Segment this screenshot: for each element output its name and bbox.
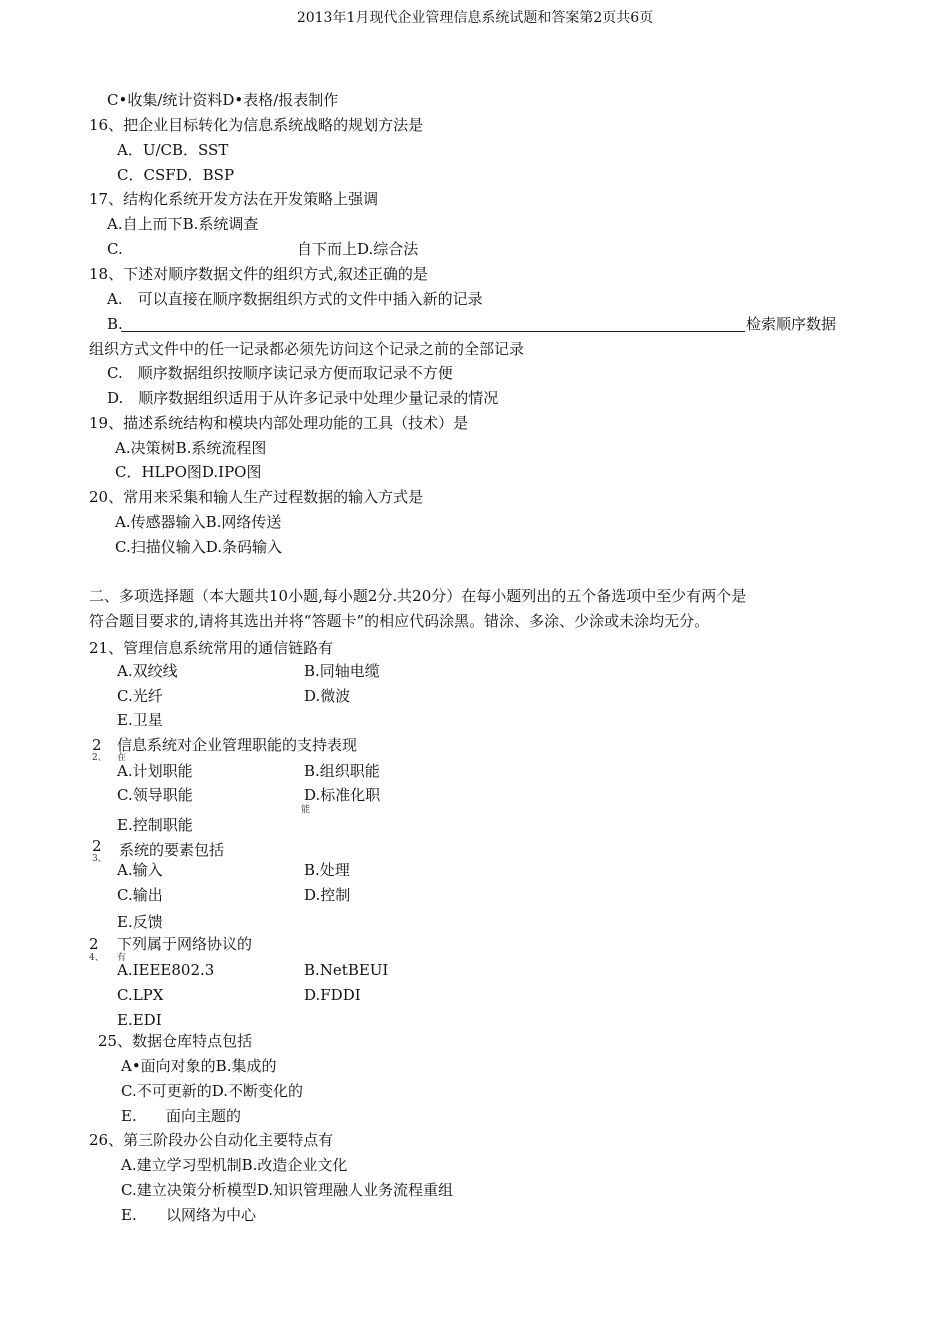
q24-number: 2 [89,935,99,953]
q26-option-e: 以网络为中心 [166,1206,257,1224]
q26-options-ab: A.建立学习型机制B.改造企业文化 [121,1156,348,1174]
q18-option-c: C. 顺序数据组织按顺序读记录方便而取记录不方便 [107,364,453,382]
q24-option-e: E.EDI [117,1011,162,1029]
q22-option-a: A.计划职能 [117,762,193,780]
q19-options-cd: C．HLPO图D.IPO图 [115,463,262,481]
q21-option-d: D.微波 [304,687,351,705]
q26-options-cd: C.建立决策分析模型D.知识管理融人业务流程重组 [121,1181,453,1199]
q25-options-ab: A•面向对象的B.集成的 [121,1057,277,1075]
q24-stem-fragment: 有 [117,953,127,963]
q17-option-c-label: C. [107,240,123,258]
q18-option-a: A. 可以直接在顺序数据组织方式的文件中插入新的记录 [107,290,483,308]
q18-option-b-continuation: 组织方式文件中的任一记录都必须先访问这个记录之前的全部记录 [89,340,525,358]
q20-options-ab: A.传感器输入B.网络传送 [115,513,282,531]
q21-stem: 21、管理信息系统常用的通信链路有 [89,639,334,657]
q22-option-c: C.领导职能 [117,786,193,804]
q26-option-e-label: E. [121,1206,137,1224]
q17-options-cd: 自下而上D.综合法 [297,240,419,258]
q22-stem: 信息系统对企业管理职能的支持表现 [117,736,358,754]
q15-options-tail: C•收集/统计资料D•表格/报表制作 [107,91,339,109]
q25-option-e-label: E. [121,1107,137,1125]
q24-stem: 下列属于网络协议的 [117,935,253,953]
q25-stem: 25、数据仓库特点包括 [98,1032,253,1050]
q18-option-b-label: B. [107,315,123,333]
q23-option-a: A.输入 [117,861,163,879]
q19-options-ab: A.决策树B.系统流程图 [115,439,267,457]
q23-stem: 系统的要素包括 [119,841,225,859]
q23-option-c: C.输出 [117,886,163,904]
q20-options-cd: C.扫描仪输入D.条码输入 [115,538,282,556]
q23-option-d: D.控制 [304,886,351,904]
q16-options-cd: C．CSFD．BSP [117,166,235,184]
q21-option-a: A.双绞线 [117,662,178,680]
q18-option-d: D. 顺序数据组织适用于从许多记录中处理少量记录的情况 [107,389,499,407]
q21-option-b: B.同轴电缆 [304,662,380,680]
q24-option-c: C.LPX [117,986,164,1004]
q22-option-d-fragment: 能 [301,805,311,815]
q23-option-b: B.处理 [304,861,350,879]
q16-options-ab: A．U/CB．SST [117,141,229,159]
q23-number: 2 [92,837,102,855]
q22-number: 2 [92,736,102,754]
q24-option-b: B.NetBEUI [304,961,389,979]
q18-option-b-right: 检索顺序数据 [746,315,837,333]
q16-stem: 16、把企业目标转化为信息系统战略的规划方法是 [89,116,424,134]
section2-instructions-line1: 二、多项选择题（本大题共10小题,每小题2分.共20分）在每小题列出的五个备选项中至少有两个是 [89,587,747,605]
q25-option-e: 面向主题的 [166,1107,242,1125]
q17-stem: 17、结构化系统开发方法在开发策略上强调 [89,190,379,208]
q21-option-c: C.光纤 [117,687,163,705]
q25-options-cd: C.不可更新的D.不断变化的 [121,1082,303,1100]
q19-stem: 19、描述系统结构和模块内部处理功能的工具（技术）是 [89,414,469,432]
q23-option-e: E.反馈 [117,913,163,931]
q20-stem: 20、常用来采集和输人生产过程数据的输入方式是 [89,488,424,506]
q22-option-b: B.组织职能 [304,762,380,780]
q22-number-fragment: 2、 [92,753,107,763]
q21-option-e: E.卫星 [117,711,163,729]
q17-options-ab: A.自上而下B.系统调查 [107,215,259,233]
q18-stem: 18、下述对顺序数据文件的组织方式,叙述正确的是 [89,265,428,283]
section2-instructions-line2: 符合题目要求的,请将其选出并将“答题卡”的相应代码涂黑。错涂、多涂、少涂或未涂均无分。 [89,612,710,630]
q24-option-a: A.IEEE802.3 [117,961,215,979]
q22-option-e: E.控制职能 [117,816,193,834]
q22-stem-fragment: 在 [117,753,127,763]
q23-number-fragment: 3、 [92,854,107,864]
q22-option-d: D.标准化职 [304,786,381,804]
q24-option-d: D.FDDI [304,986,361,1004]
q18-option-b-underline [121,331,745,332]
q24-number-fragment: 4、 [89,953,104,963]
q26-stem: 26、第三阶段办公自动化主要特点有 [89,1131,334,1149]
page-header: 2013年1月现代企业管理信息系统试题和答案第2页共6页 [296,10,654,26]
